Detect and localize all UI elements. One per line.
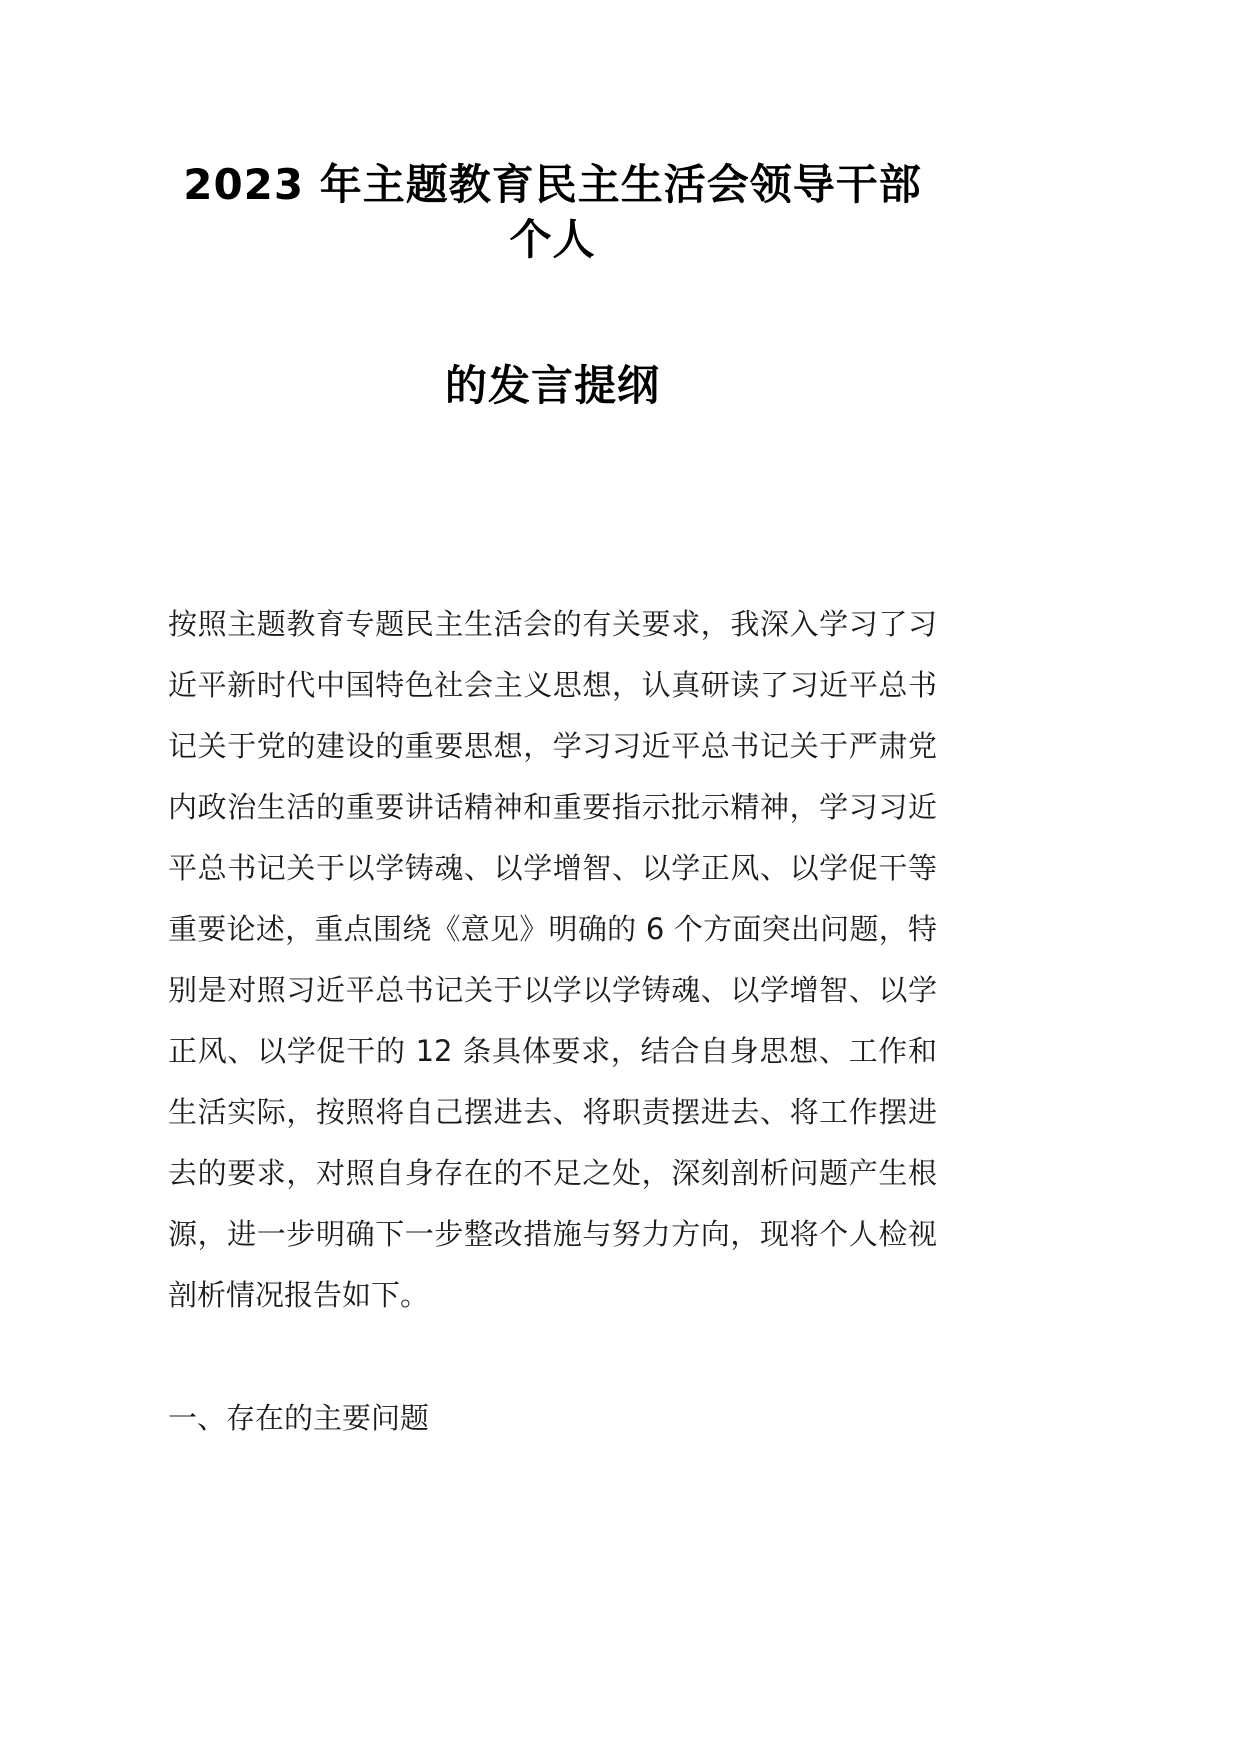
- document-title: [168, 158, 937, 414]
- document-title-line-2: 的发言提纲: [444, 361, 660, 411]
- section-heading: 一、存在的主要问题: [168, 1400, 430, 1435]
- document-title-line-1: 2023 年主题教育民主生活会领导干部个人: [183, 160, 922, 264]
- document-content: [0, 158, 1240, 1449]
- body-paragraph: 按照主题教育专题民主生活会的有关要求，我深入学习了习近平新时代中国特色社会主义思想，认真研读了习近平总书记关于党的建设的重要思想，学习习近平总书记关于严肃党内政治生活的重要讲话精神和重要指示批示精神，学习习近平总书记关于以学铸魂、以学增智、以学正风、以学促干等重要论述，重点围绕《意见》明确的 6 个方面突出问题，特别是对照习近平总书记关于以学以学铸魂、以学增智、以学正风、以学促干的 12 条具体要求，结合自身思想、工作和生活实际，按照将自己摆进去、将职责摆进去、将工作摆进去的要求，对照自身存在的不足之处，深刻剖析问题产生根源，进一步明确下一步整改措施与努力方向，现将个人检视剖析情况报告如下。: [168, 606, 937, 1312]
